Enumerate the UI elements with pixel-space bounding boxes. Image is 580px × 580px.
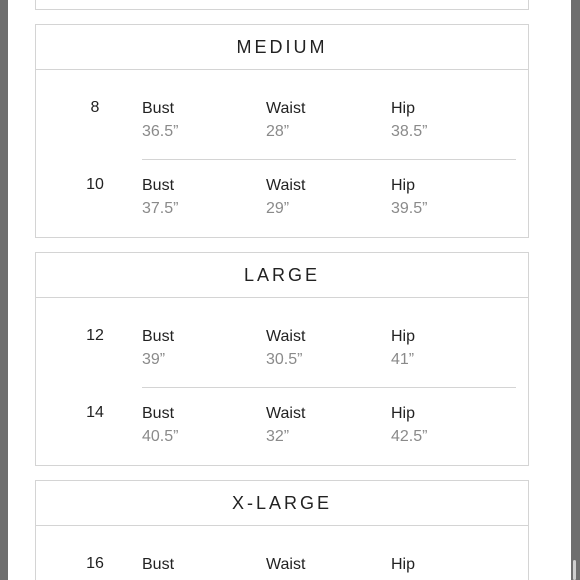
bust-value: 39” bbox=[142, 351, 166, 368]
bust-value: 37.5” bbox=[142, 200, 179, 217]
bust-label: Bust bbox=[142, 328, 175, 345]
section-card-large bbox=[35, 252, 529, 466]
hip-label: Hip bbox=[391, 100, 416, 117]
section-card-medium bbox=[35, 24, 529, 238]
hip-measure bbox=[391, 327, 415, 370]
bust-label: Bust bbox=[142, 405, 175, 422]
waist-label: Waist bbox=[266, 177, 306, 194]
bust-measure bbox=[142, 404, 178, 447]
bust-label: Bust bbox=[142, 556, 175, 573]
waist-measure bbox=[266, 327, 305, 370]
hip-measure bbox=[391, 404, 427, 447]
waist-measure bbox=[266, 555, 305, 575]
section-card-x-large bbox=[35, 480, 529, 580]
waist-value: 29” bbox=[266, 200, 290, 217]
bust-measure bbox=[142, 555, 174, 575]
section-title: X-LARGE bbox=[36, 481, 528, 526]
hip-value: 42.5” bbox=[391, 428, 428, 445]
hip-label: Hip bbox=[391, 177, 416, 194]
bust-value: 40.5” bbox=[142, 428, 179, 445]
hip-value: 38.5” bbox=[391, 123, 428, 140]
waist-value: 28” bbox=[266, 123, 290, 140]
bust-label: Bust bbox=[142, 177, 175, 194]
size-row bbox=[36, 555, 528, 580]
size-row bbox=[36, 99, 528, 159]
size-number: 14 bbox=[86, 404, 104, 421]
hip-value: 41” bbox=[391, 351, 415, 368]
size-row bbox=[36, 327, 528, 387]
size-number: 10 bbox=[86, 176, 104, 193]
waist-value: 30.5” bbox=[266, 351, 303, 368]
waist-measure bbox=[266, 99, 305, 142]
section-title: MEDIUM bbox=[36, 25, 528, 70]
bust-measure bbox=[142, 176, 178, 219]
size-row bbox=[36, 404, 528, 464]
waist-value: 32” bbox=[266, 428, 290, 445]
scrollbar[interactable] bbox=[573, 560, 576, 580]
waist-measure bbox=[266, 404, 305, 447]
row-divider bbox=[142, 387, 516, 388]
previous-section-card bbox=[35, 0, 529, 10]
hip-measure bbox=[391, 555, 415, 575]
waist-label: Waist bbox=[266, 405, 306, 422]
waist-label: Waist bbox=[266, 556, 306, 573]
hip-measure bbox=[391, 176, 427, 219]
size-chart-page bbox=[8, 0, 571, 580]
section-title: LARGE bbox=[36, 253, 528, 298]
bust-label: Bust bbox=[142, 100, 175, 117]
waist-label: Waist bbox=[266, 328, 306, 345]
bust-measure bbox=[142, 327, 174, 370]
size-row bbox=[36, 176, 528, 236]
size-number: 8 bbox=[90, 99, 100, 116]
hip-value: 39.5” bbox=[391, 200, 428, 217]
hip-label: Hip bbox=[391, 405, 416, 422]
hip-label: Hip bbox=[391, 328, 416, 345]
size-number: 16 bbox=[86, 555, 104, 572]
bust-value: 36.5” bbox=[142, 123, 179, 140]
waist-label: Waist bbox=[266, 100, 306, 117]
bust-measure bbox=[142, 99, 178, 142]
hip-measure bbox=[391, 99, 427, 142]
size-number: 12 bbox=[86, 327, 104, 344]
row-divider bbox=[142, 159, 516, 160]
hip-label: Hip bbox=[391, 556, 416, 573]
waist-measure bbox=[266, 176, 305, 219]
